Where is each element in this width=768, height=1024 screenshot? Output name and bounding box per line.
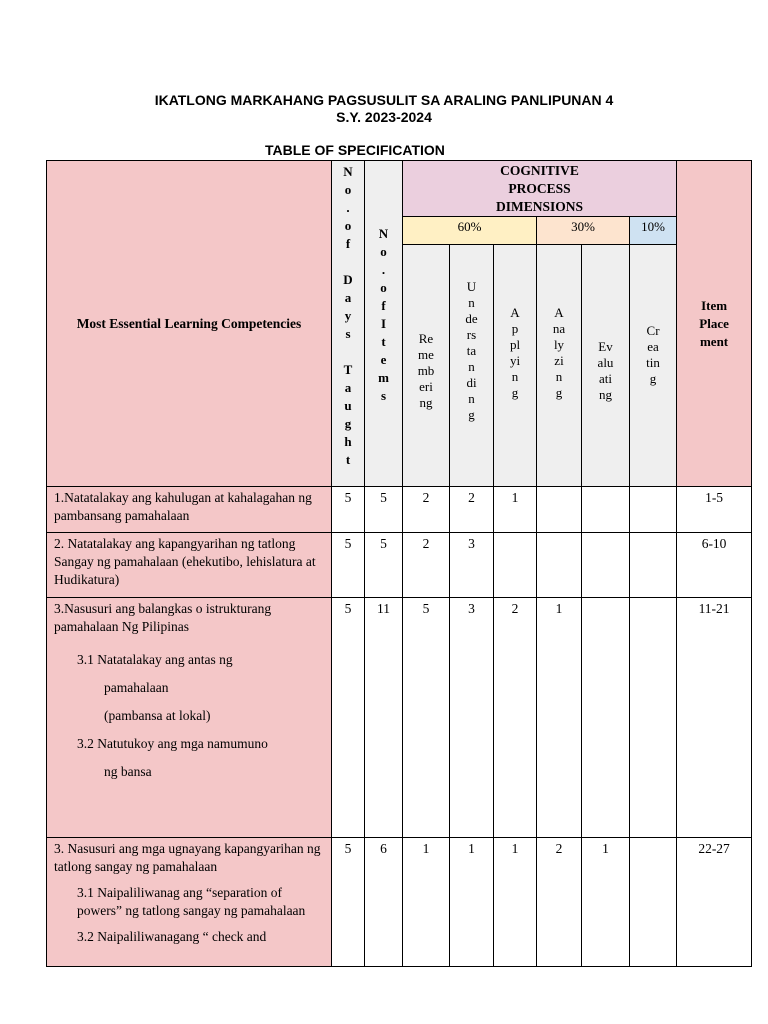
items-cell: 5 — [365, 487, 403, 533]
remembering-header-part: mb — [417, 363, 435, 378]
days-header-letter: o — [344, 182, 352, 197]
applying-header-part: g — [511, 385, 519, 400]
remembering-header — [403, 245, 450, 487]
evaluating-header-part: ng — [599, 387, 612, 402]
items-header-letter: f — [381, 298, 386, 313]
days-header-letter: a — [344, 290, 352, 305]
days-cell: 5 — [332, 838, 365, 967]
days-header-letter: T — [343, 362, 353, 377]
items-cell: 11 — [365, 598, 403, 838]
understanding-header-part: rs — [466, 327, 477, 342]
competency-main: 3.Nasusuri ang balangkas o istrukturang pamahalaan Ng Pilipinas — [54, 601, 272, 634]
days-header-letter: u — [344, 398, 352, 413]
analyzing-header — [537, 245, 582, 487]
placement-cell: 22-27 — [677, 838, 752, 967]
creating-header-part: Cr — [646, 323, 660, 338]
items-header-letter: m — [378, 370, 389, 385]
items-cell: 5 — [365, 533, 403, 598]
remembering-cell: 2 — [403, 533, 450, 598]
understanding-header-part: g — [468, 407, 475, 422]
applying-header-part: A — [510, 305, 520, 320]
days-header-letter: y — [344, 308, 352, 323]
items-header-letter: N — [378, 226, 389, 241]
items-header-letter: o — [380, 280, 387, 295]
pct-10-cell: 10% — [630, 217, 677, 245]
items-header-letter: e — [380, 352, 387, 367]
items-cell: 6 — [365, 838, 403, 967]
competency-sub: 3.1 Natatalakay ang antas ng — [77, 652, 233, 667]
applying-header-part: yi — [509, 353, 521, 368]
days-header-letter: N — [343, 164, 353, 179]
competencies-header: Most Essential Learning Competencies — [47, 161, 332, 487]
understanding-header-part: U — [466, 279, 477, 294]
creating-cell — [630, 533, 677, 598]
days-cell: 5 — [332, 533, 365, 598]
items-header-letter: o — [380, 244, 387, 259]
understanding-cell: 3 — [450, 598, 494, 838]
evaluating-cell: 1 — [582, 838, 630, 967]
applying-cell: 1 — [494, 487, 537, 533]
table-row — [47, 838, 752, 967]
creating-header — [630, 245, 677, 487]
analyzing-header-part: g — [555, 385, 563, 400]
days-cell: 5 — [332, 598, 365, 838]
analyzing-header-part: na — [552, 321, 566, 336]
days-header-letter: h — [344, 434, 352, 449]
applying-header-part: pl — [509, 337, 521, 352]
understanding-header-part: n — [468, 391, 475, 406]
competency-cell: 2. Natatalakay ang kapangyarihan ng tatlong Sangay ng pamahalaan (ehekutibo, lehislatura at Hudikatura) — [47, 533, 332, 598]
placement-header-line: Place — [699, 315, 729, 331]
specification-table — [46, 160, 752, 967]
no-of-items-header — [365, 161, 403, 487]
applying-header-part: p — [511, 321, 519, 336]
analyzing-cell: 2 — [537, 838, 582, 967]
evaluating-cell — [582, 598, 630, 838]
evaluating-cell — [582, 487, 630, 533]
analyzing-header-part: ly — [553, 337, 565, 352]
applying-header-part: n — [511, 369, 519, 384]
applying-cell: 1 — [494, 838, 537, 967]
understanding-cell: 2 — [450, 487, 494, 533]
evaluating-cell — [582, 533, 630, 598]
remembering-header-part: ng — [419, 395, 433, 410]
placement-cell: 11-21 — [677, 598, 752, 838]
creating-cell — [630, 598, 677, 838]
placement-cell: 6-10 — [677, 533, 752, 598]
cognitive-dimensions-header: COGNITIVE PROCESS DIMENSIONS — [403, 161, 677, 217]
days-taught-header — [332, 161, 365, 487]
evaluating-header-part: alu — [597, 355, 614, 370]
table-row — [47, 533, 752, 598]
placement-cell: 1-5 — [677, 487, 752, 533]
creating-cell — [630, 487, 677, 533]
competency-sub: pamahalaan — [104, 680, 169, 695]
competency-cell — [47, 598, 332, 838]
competency-cell — [47, 838, 332, 967]
evaluating-header — [582, 245, 630, 487]
applying-cell — [494, 533, 537, 598]
remembering-header-part: Re — [418, 331, 434, 346]
analyzing-header-part: n — [555, 369, 563, 384]
applying-cell: 2 — [494, 598, 537, 838]
days-header-letter — [332, 253, 364, 271]
remembering-header-part: eri — [419, 379, 433, 394]
competency-sub: ng bansa — [104, 764, 152, 779]
understanding-header — [450, 245, 494, 487]
table-subtitle: TABLE OF SPECIFICATION — [265, 142, 445, 158]
evaluating-header-part: Ev — [598, 339, 613, 354]
competency-sub: (pambansa at lokal) — [104, 708, 211, 723]
remembering-cell: 5 — [403, 598, 450, 838]
remembering-cell: 2 — [403, 487, 450, 533]
understanding-cell: 1 — [450, 838, 494, 967]
pct-60-cell: 60% — [403, 217, 537, 245]
items-header-letter: t — [381, 334, 386, 349]
remembering-cell: 1 — [403, 838, 450, 967]
competency-sub: 3.1 Naipaliliwanag ang “separation of powers” ng tatlong sangay ng pamahalaan — [77, 885, 306, 918]
item-placement-header — [677, 161, 752, 487]
days-header-letter: D — [343, 272, 353, 287]
applying-header — [494, 245, 537, 487]
days-header-letter: . — [346, 200, 350, 215]
pct-30-cell: 30% — [537, 217, 630, 245]
placement-header-line: ment — [699, 333, 729, 349]
competency-sub: 3.2 Naipaliliwanagang “ check and — [77, 929, 267, 944]
days-header-letter: a — [344, 380, 352, 395]
competency-main: 3. Nasusuri ang mga ugnayang kapangyarihan ng tatlong sangay ng pamahalaan — [54, 841, 321, 874]
days-header-letter: g — [344, 416, 352, 431]
understanding-cell: 3 — [450, 533, 494, 598]
school-year: S.Y. 2023-2024 — [336, 109, 432, 125]
analyzing-header-part: zi — [554, 353, 564, 368]
competency-sub: 3.2 Natutukoy ang mga namumuno — [77, 736, 268, 751]
table-row — [47, 487, 752, 533]
days-header-letter: t — [345, 452, 351, 467]
analyzing-cell — [537, 487, 582, 533]
analyzing-cell — [537, 533, 582, 598]
days-header-letter: o — [344, 218, 352, 233]
items-header-letter: s — [380, 388, 387, 403]
days-header-letter — [332, 343, 364, 361]
creating-header-part: ea — [647, 339, 659, 354]
understanding-header-part: di — [466, 375, 477, 390]
days-header-letter: f — [345, 236, 351, 251]
understanding-header-part: n — [468, 359, 475, 374]
table-row — [47, 598, 752, 838]
analyzing-cell: 1 — [537, 598, 582, 838]
days-cell: 5 — [332, 487, 365, 533]
competency-cell: 1.Natatalakay ang kahulugan at kahalagahan ng pambansang pamahalaan — [47, 487, 332, 533]
creating-header-part: g — [649, 371, 657, 386]
days-header-letter: s — [345, 326, 351, 341]
evaluating-header-part: ati — [599, 371, 612, 386]
understanding-header-part: n — [468, 295, 475, 310]
understanding-header-part: ta — [466, 343, 477, 358]
analyzing-header-part: A — [554, 305, 564, 320]
items-header-letter: I — [380, 316, 387, 331]
document-title: IKATLONG MARKAHANG PAGSUSULIT SA ARALING PANLIPUNAN 4 — [154, 92, 614, 108]
remembering-header-part: me — [418, 347, 434, 362]
items-header-letter: . — [381, 262, 386, 277]
creating-header-part: tin — [646, 355, 660, 370]
creating-cell — [630, 838, 677, 967]
placement-header-line: Item — [701, 297, 728, 313]
understanding-header-part: de — [465, 311, 478, 326]
